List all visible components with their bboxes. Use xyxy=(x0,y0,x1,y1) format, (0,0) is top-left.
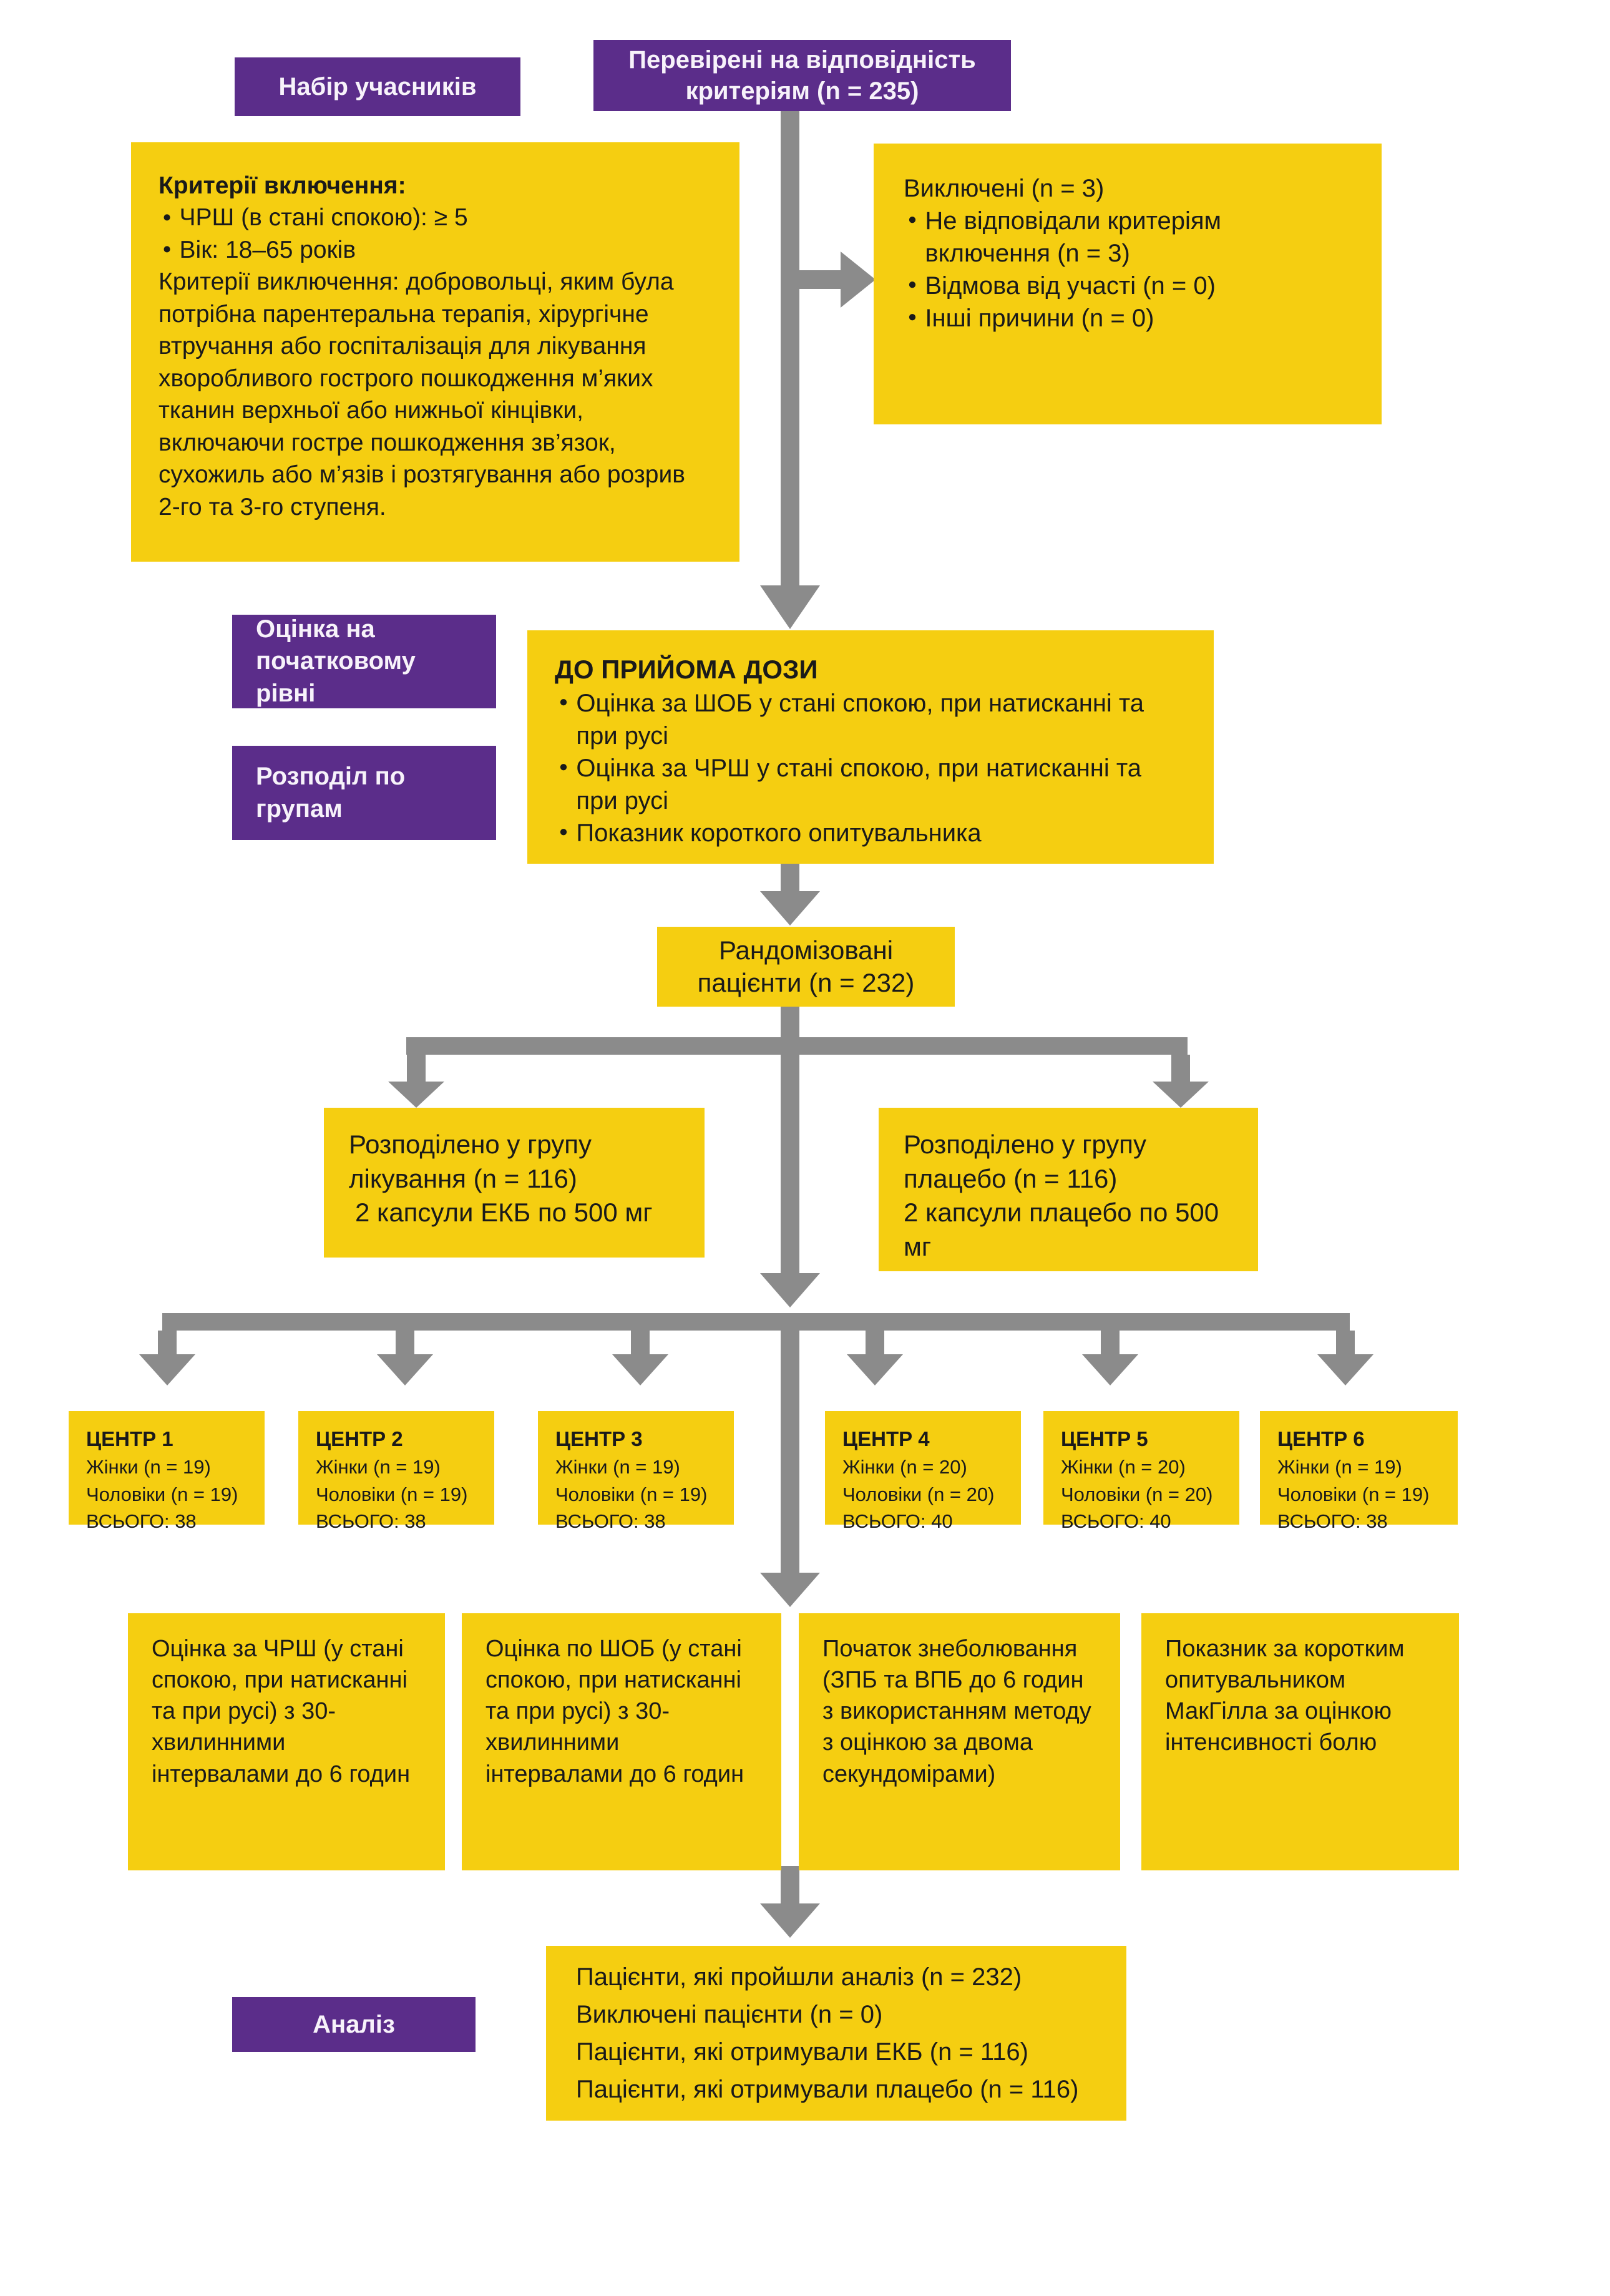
stage-label-baseline-text: Оцінка на початковому рівні xyxy=(256,615,416,707)
analyzed-line-2: Виключені пацієнти (n = 0) xyxy=(576,2001,883,2028)
arrow-center6-head-icon xyxy=(1317,1354,1373,1385)
criteria-title: Критерії включення: xyxy=(159,172,406,199)
arrow-center4-head-icon xyxy=(847,1354,903,1385)
center-5-women: Жінки (n = 20) xyxy=(1061,1456,1186,1478)
arrow-center1-head-icon xyxy=(139,1354,195,1385)
center-3-women: Жінки (n = 19) xyxy=(555,1456,680,1478)
node-randomized xyxy=(657,927,955,1007)
center-4-women: Жінки (n = 20) xyxy=(842,1456,967,1478)
node-outcome-4 xyxy=(1141,1613,1459,1870)
arrow-predose-to-randomized-head-icon xyxy=(760,891,820,926)
arrow-to-analyzed-head-icon xyxy=(760,1903,820,1938)
center-1-title: ЦЕНТР 1 xyxy=(86,1427,173,1450)
allocation-split-bar xyxy=(406,1037,1188,1055)
bullet-icon: ● xyxy=(907,308,917,326)
node-outcome-3 xyxy=(799,1613,1120,1870)
criteria-bullet-2-text: Вік: 18–65 років xyxy=(179,236,356,263)
bullet-icon: ● xyxy=(162,240,172,257)
center-1-total: ВСЬОГО: 38 xyxy=(86,1510,197,1532)
stage-label-analysis-text: Аналіз xyxy=(313,2010,395,2038)
node-outcome-2 xyxy=(462,1613,781,1870)
arrow-to-analyzed-line xyxy=(781,1866,799,1905)
excluded-title: Виключені (n = 3) xyxy=(904,175,1105,202)
arrow-center5-line xyxy=(1101,1331,1120,1356)
center-1-men: Чоловіки (n = 19) xyxy=(86,1483,238,1505)
arrow-to-centers-line xyxy=(781,1055,799,1273)
arrow-to-centers-head-icon xyxy=(760,1273,820,1307)
arrow-screened-to-predose-line xyxy=(781,111,799,585)
arrow-to-placebo-line xyxy=(1171,1055,1190,1083)
center-3-men: Чоловіки (n = 19) xyxy=(555,1483,708,1505)
stage-label-analysis xyxy=(232,1997,476,2052)
criteria-bullet-1 xyxy=(159,202,712,233)
arrow-to-outcomes-line xyxy=(781,1331,799,1574)
arrow-to-treatment-head-icon xyxy=(388,1082,444,1108)
node-predose xyxy=(527,630,1214,864)
excluded-bullet-2 xyxy=(904,270,1352,302)
center-4-title: ЦЕНТР 4 xyxy=(842,1427,930,1450)
arrow-center5-head-icon xyxy=(1082,1354,1138,1385)
node-center-2 xyxy=(298,1411,494,1532)
analyzed-line-1: Пацієнти, які пройшли аналіз (n = 232) xyxy=(576,1963,1022,1991)
predose-bullet-1-text: Оцінка за ШОБ у стані спокою, при натисканні та при русі xyxy=(576,689,1144,750)
group-treatment-heading: Розподілено у групу лікування (n = 116) xyxy=(349,1130,592,1193)
bullet-icon: ● xyxy=(559,758,568,776)
arrow-to-treatment-line xyxy=(407,1055,426,1083)
group-placebo-heading: Розподілено у групу плацебо (n = 116) xyxy=(904,1130,1147,1193)
arrow-to-outcomes-head-icon xyxy=(760,1573,820,1607)
bullet-icon: ● xyxy=(907,276,917,293)
predose-title: ДО ПРИЙОМА ДОЗИ xyxy=(555,655,818,684)
node-center-6 xyxy=(1260,1411,1458,1532)
arrow-to-excluded-head-icon xyxy=(841,252,876,308)
predose-bullet-2 xyxy=(555,752,1186,817)
node-center-1 xyxy=(69,1411,265,1532)
bullet-icon: ● xyxy=(907,211,917,228)
center-6-men: Чоловіки (n = 19) xyxy=(1277,1483,1430,1505)
excluded-bullet-3-text: Інші причини (n = 0) xyxy=(925,305,1154,332)
predose-bullet-2-text: Оцінка за ЧРШ у стані спокою, при натисканні та при русі xyxy=(576,754,1142,814)
centers-split-bar xyxy=(162,1313,1350,1331)
center-2-men: Чоловіки (n = 19) xyxy=(316,1483,468,1505)
center-2-women: Жінки (n = 19) xyxy=(316,1456,441,1478)
criteria-bullet-2 xyxy=(159,234,712,266)
center-5-men: Чоловіки (n = 20) xyxy=(1061,1483,1213,1505)
excluded-bullet-2-text: Відмова від участі (n = 0) xyxy=(925,272,1216,300)
node-screened-text: Перевірені на відповідність критеріям (n = 235) xyxy=(628,46,976,105)
center-2-total: ВСЬОГО: 38 xyxy=(316,1510,426,1532)
outcome-4-text: Показник за коротким опитувальником МакГілла за оцінкою інтенсивності болю xyxy=(1165,1636,1405,1756)
stage-label-allocation-text: Розподіл по групам xyxy=(256,763,406,823)
predose-bullet-1 xyxy=(555,687,1186,752)
outcome-2-text: Оцінка по ШОБ (у стані спокою, при натисканні та при русі) з 30-хвилинними інтервалами до 6 годин xyxy=(485,1636,744,1787)
stage-label-allocation xyxy=(232,746,496,840)
group-treatment-dose: 2 капсули ЕКБ по 500 мг xyxy=(355,1198,653,1228)
stage-label-recruitment-text: Набір учасників xyxy=(278,72,477,100)
node-screened xyxy=(593,40,1011,111)
center-4-men: Чоловіки (n = 20) xyxy=(842,1483,995,1505)
arrow-randomized-stub-line xyxy=(781,1007,799,1037)
node-center-3 xyxy=(538,1411,734,1532)
analyzed-line-4: Пацієнти, які отримували плацебо (n = 116) xyxy=(576,2076,1079,2103)
arrow-center4-line xyxy=(866,1331,884,1356)
excluded-bullet-3 xyxy=(904,302,1352,335)
arrow-center3-head-icon xyxy=(612,1354,668,1385)
arrow-screened-to-predose-head-icon xyxy=(760,585,820,629)
predose-bullet-3-text: Показник короткого опитувальника xyxy=(576,819,982,847)
node-criteria xyxy=(131,142,739,562)
outcome-1-text: Оцінка за ЧРШ (у стані спокою, при натисканні та при русі) з 30-хвилинними інтервалами до 6 годин xyxy=(152,1636,411,1787)
bullet-icon: ● xyxy=(559,693,568,711)
center-6-total: ВСЬОГО: 38 xyxy=(1277,1510,1388,1532)
node-outcome-1 xyxy=(128,1613,445,1870)
bullet-icon: ● xyxy=(559,823,568,841)
node-group-placebo xyxy=(879,1108,1258,1271)
node-center-4 xyxy=(825,1411,1021,1532)
center-6-women: Жінки (n = 19) xyxy=(1277,1456,1402,1478)
center-5-total: ВСЬОГО: 40 xyxy=(1061,1510,1171,1532)
criteria-exclusion-text: Критерії виключення: добровольці, яким була потрібна парентеральна терапія, хірургічне втручання або госпіталізація для лікування хворобливого гострого пошкодження м’яких тканин верхньої або нижньої кінцівки, включаючи гостре пошкодження зв’язок, сухожиль або м’язів і розтягування або розрив 2-го та 3-го ступеня. xyxy=(159,268,685,520)
bullet-icon: ● xyxy=(162,208,172,225)
group-placebo-dose: 2 капсули плацебо по 500 мг xyxy=(904,1198,1219,1261)
node-randomized-text: Рандомізовані пацієнти (n = 232) xyxy=(697,935,915,997)
center-3-total: ВСЬОГО: 38 xyxy=(555,1510,666,1532)
excluded-bullet-1-text: Не відповідали критеріям включення (n = 3) xyxy=(925,207,1222,267)
predose-bullet-3 xyxy=(555,817,1186,849)
stage-label-baseline xyxy=(232,615,496,708)
node-center-5 xyxy=(1043,1411,1239,1532)
arrow-center1-line xyxy=(158,1331,177,1356)
arrow-center2-line xyxy=(396,1331,414,1356)
center-5-title: ЦЕНТР 5 xyxy=(1061,1427,1148,1450)
stage-label-recruitment xyxy=(235,57,520,116)
arrow-center2-head-icon xyxy=(377,1354,433,1385)
center-4-total: ВСЬОГО: 40 xyxy=(842,1510,953,1532)
arrow-to-placebo-head-icon xyxy=(1153,1082,1209,1108)
center-6-title: ЦЕНТР 6 xyxy=(1277,1427,1365,1450)
outcome-3-text: Початок знеболювання (ЗПБ та ВПБ до 6 годин з використанням методу з оцінкою за двома секундомірами) xyxy=(822,1636,1091,1787)
criteria-bullet-1-text: ЧРШ (в стані спокою): ≥ 5 xyxy=(179,204,468,232)
node-group-treatment xyxy=(324,1108,705,1258)
center-1-women: Жінки (n = 19) xyxy=(86,1456,211,1478)
arrow-predose-to-randomized-line xyxy=(781,861,799,892)
arrow-to-excluded-line xyxy=(799,270,841,289)
excluded-bullet-1 xyxy=(904,205,1352,270)
center-2-title: ЦЕНТР 2 xyxy=(316,1427,403,1450)
arrow-center3-line xyxy=(631,1331,650,1356)
node-excluded xyxy=(874,144,1382,424)
arrow-center6-line xyxy=(1336,1331,1355,1356)
analyzed-line-3: Пацієнти, які отримували ЕКБ (n = 116) xyxy=(576,2038,1028,2066)
node-analyzed xyxy=(546,1946,1126,2121)
center-3-title: ЦЕНТР 3 xyxy=(555,1427,643,1450)
